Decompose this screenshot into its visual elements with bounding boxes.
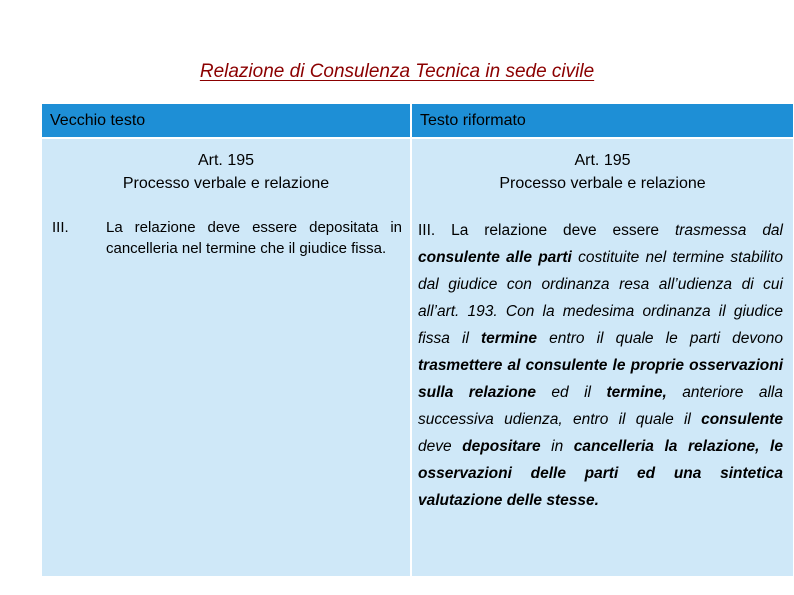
new-article-text-segment: III. La relazione deve essere: [418, 222, 675, 239]
new-article-text-segment: consulente alle parti: [418, 249, 572, 266]
new-article-text-segment: anteriore alla successiva udienza, entro il quale il: [418, 384, 783, 428]
new-article-text-segment: entro il quale le parti devono: [537, 330, 783, 347]
header-old-text: Vecchio testo: [42, 104, 410, 137]
new-article-title: Processo verbale e relazione: [499, 175, 706, 192]
new-article-text-segment: deve: [418, 438, 463, 455]
new-article-text-segment: costituite nel termine stabilito dal giudice con ordinanza resa all’udienza di cui all’art. 193. Con la medesima ordinanza il giudice fissa il: [418, 249, 783, 347]
new-article-text-segment: trasmettere al consulente le proprie osservazioni sulla relazione: [418, 357, 783, 401]
old-comma-number: III.: [52, 219, 69, 236]
old-article-title: Processo verbale e relazione: [122, 175, 330, 192]
old-article-number: Art. 195: [197, 152, 255, 169]
new-article-text-segment: termine: [481, 330, 538, 347]
new-text-column: [412, 139, 793, 576]
old-text-column: [42, 139, 410, 576]
new-article-text-segment: consulente: [701, 411, 783, 428]
new-article-text: [418, 217, 783, 514]
new-article-text-segment: depositare: [462, 438, 541, 455]
header-new-text: Testo riformato: [412, 104, 793, 137]
new-article-heading: [412, 149, 793, 195]
new-article-number: Art. 195: [574, 152, 631, 169]
new-article-text-segment: in: [540, 438, 574, 455]
old-article-heading: [42, 149, 410, 195]
new-article-text-segment: ed il: [535, 384, 607, 401]
new-article-text-segment: termine,: [606, 384, 667, 401]
slide-title: Relazione di Consulenza Tecnica in sede civile: [199, 61, 595, 82]
new-article-text-segment: cancelleria la relazione, le osservazioni delle parti ed una sintetica valutazione delle stesse.: [418, 438, 783, 509]
comparison-table: [42, 104, 793, 576]
new-article-text-segment: trasmessa dal: [674, 222, 783, 239]
old-article-text: La relazione deve essere depositata in cancelleria nel termine che il giudice fissa.: [106, 219, 402, 257]
